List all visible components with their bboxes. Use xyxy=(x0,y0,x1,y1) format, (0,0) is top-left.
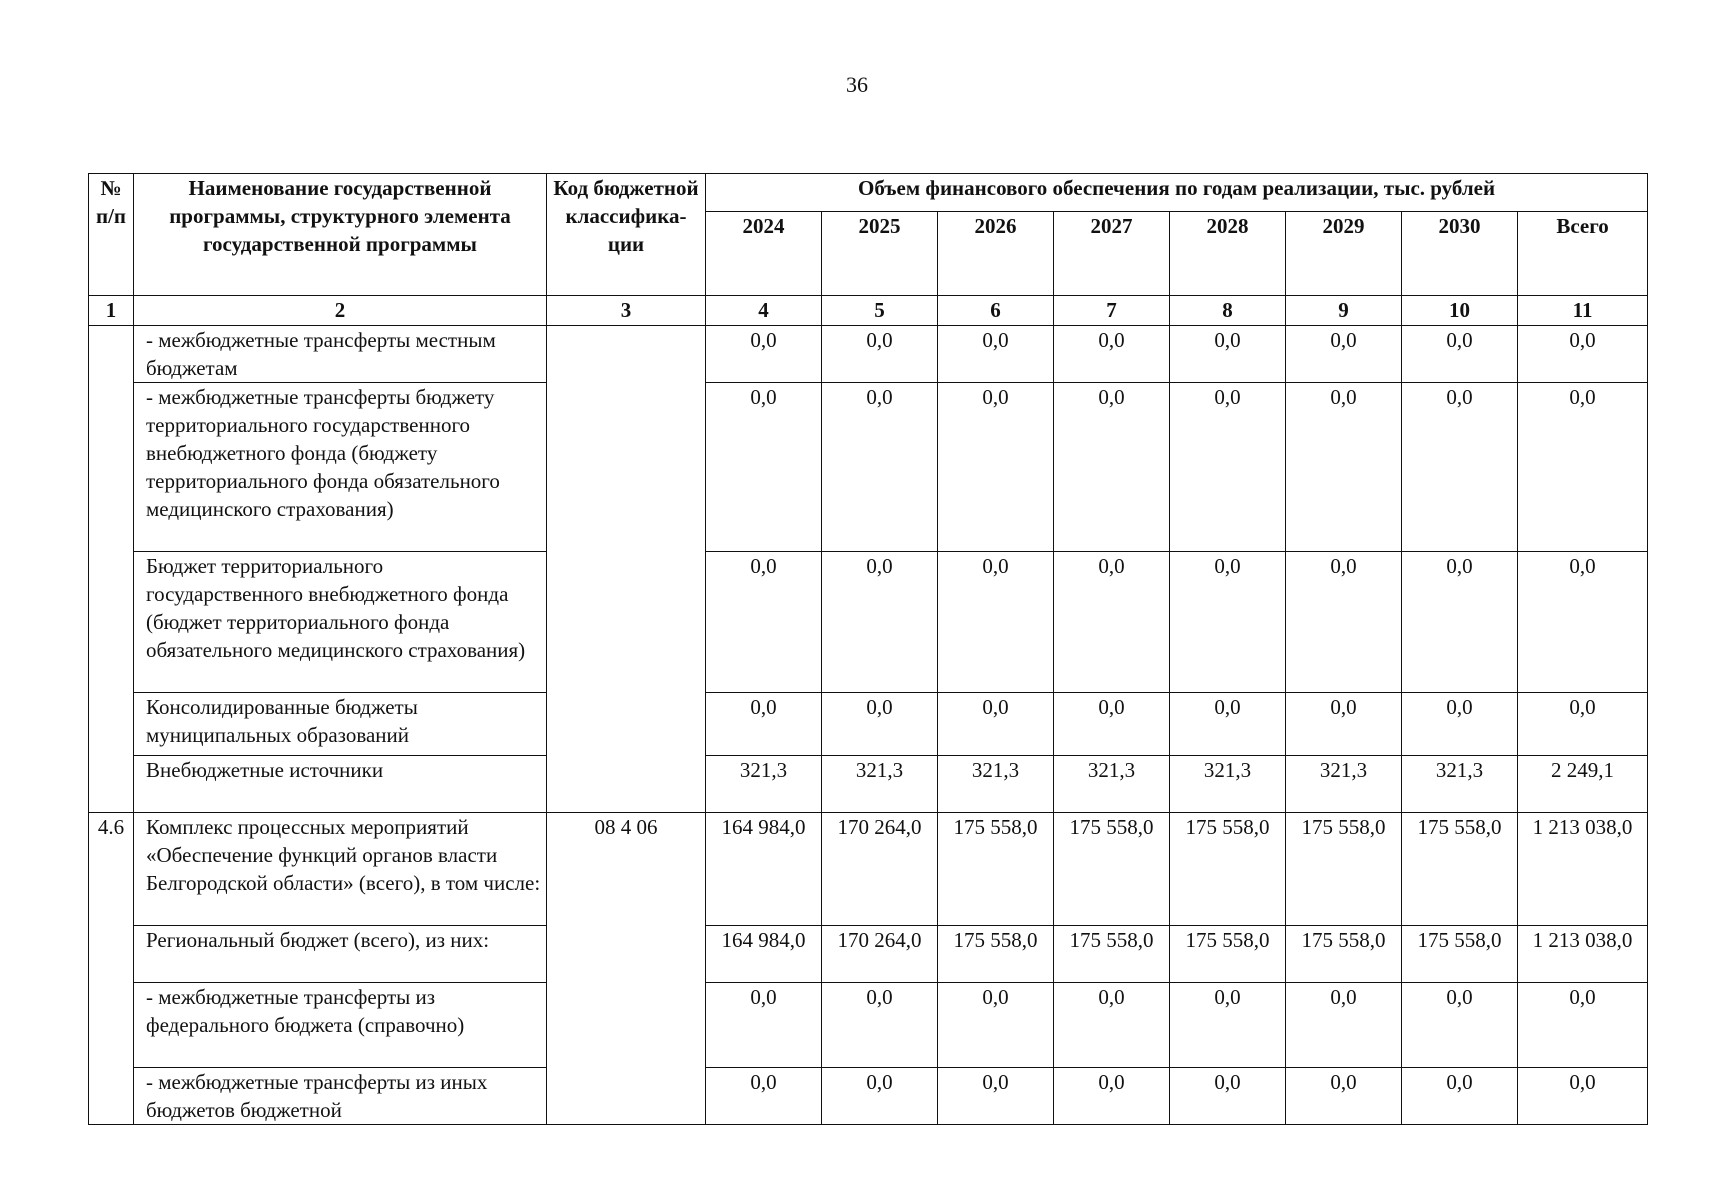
value-cell: 1 213 038,0 xyxy=(1518,813,1648,926)
header-year: 2024 xyxy=(706,212,822,296)
value-cell: 321,3 xyxy=(1170,756,1286,813)
value-cell: 0,0 xyxy=(938,693,1054,756)
value-cell: 0,0 xyxy=(1054,983,1170,1068)
value-cell: 1 213 038,0 xyxy=(1518,926,1648,983)
table-row xyxy=(89,756,1648,813)
value-cell: 0,0 xyxy=(1402,383,1518,552)
value-cell: 0,0 xyxy=(1054,383,1170,552)
column-number: 1 xyxy=(89,296,134,326)
value-cell: 0,0 xyxy=(1170,552,1286,693)
value-cell: 0,0 xyxy=(1402,983,1518,1068)
value-cell: 0,0 xyxy=(1402,326,1518,383)
value-cell: 0,0 xyxy=(1170,326,1286,383)
value-cell: 0,0 xyxy=(822,983,938,1068)
value-cell: 321,3 xyxy=(1054,756,1170,813)
value-cell: 0,0 xyxy=(706,326,822,383)
row-index: 4.6 xyxy=(89,813,134,1125)
value-cell: 175 558,0 xyxy=(938,926,1054,983)
value-cell: 0,0 xyxy=(1286,326,1402,383)
table-row xyxy=(89,926,1648,983)
column-number: 10 xyxy=(1402,296,1518,326)
value-cell: 0,0 xyxy=(706,1068,822,1125)
value-cell: 321,3 xyxy=(938,756,1054,813)
value-cell: 0,0 xyxy=(1518,326,1648,383)
header-number: № п/п xyxy=(89,174,134,296)
value-cell: 0,0 xyxy=(1286,693,1402,756)
value-cell: 0,0 xyxy=(1170,983,1286,1068)
header-code: Код бюджетной классифика-ции xyxy=(547,174,706,296)
column-number: 8 xyxy=(1170,296,1286,326)
value-cell: 0,0 xyxy=(1518,693,1648,756)
value-cell: 175 558,0 xyxy=(1170,813,1286,926)
value-cell: 175 558,0 xyxy=(1054,813,1170,926)
value-cell: 0,0 xyxy=(1518,552,1648,693)
row-name: Бюджет территориального государственного внебюджетного фонда (бюджет территориального фонда обязательного медицинского страхования) xyxy=(134,552,547,693)
value-cell: 0,0 xyxy=(1402,552,1518,693)
value-cell: 0,0 xyxy=(1170,693,1286,756)
page-number: 36 xyxy=(846,72,868,97)
value-cell: 175 558,0 xyxy=(1170,926,1286,983)
value-cell: 2 249,1 xyxy=(1518,756,1648,813)
value-cell: 0,0 xyxy=(706,552,822,693)
value-cell: 321,3 xyxy=(822,756,938,813)
column-number: 5 xyxy=(822,296,938,326)
value-cell: 0,0 xyxy=(822,383,938,552)
column-number: 2 xyxy=(134,296,547,326)
table-row xyxy=(89,813,1648,926)
row-name: - межбюджетные трансферты местным бюджетам xyxy=(134,326,547,383)
value-cell: 0,0 xyxy=(706,983,822,1068)
column-number: 6 xyxy=(938,296,1054,326)
column-number: 9 xyxy=(1286,296,1402,326)
row-name: - межбюджетные трансферты бюджету территориального государственного внебюджетного фонда (бюджету территориального фонда обязательного медицинского страхования) xyxy=(134,383,547,552)
row-name: Региональный бюджет (всего), из них: xyxy=(134,926,547,983)
group-1 xyxy=(89,326,1648,813)
row-name: Консолидированные бюджеты муниципальных образований xyxy=(134,693,547,756)
column-number: 11 xyxy=(1518,296,1648,326)
column-number-row xyxy=(89,296,1648,326)
column-number: 4 xyxy=(706,296,822,326)
column-number: 3 xyxy=(547,296,706,326)
value-cell: 0,0 xyxy=(1402,1068,1518,1125)
value-cell: 175 558,0 xyxy=(1054,926,1170,983)
value-cell: 0,0 xyxy=(938,552,1054,693)
value-cell: 0,0 xyxy=(706,383,822,552)
value-cell: 0,0 xyxy=(1518,1068,1648,1125)
value-cell: 0,0 xyxy=(938,983,1054,1068)
header-year: 2027 xyxy=(1054,212,1170,296)
row-name: Внебюджетные источники xyxy=(134,756,547,813)
value-cell: 0,0 xyxy=(706,693,822,756)
header-year: 2030 xyxy=(1402,212,1518,296)
table-row xyxy=(89,693,1648,756)
value-cell: 0,0 xyxy=(1518,383,1648,552)
value-cell: 0,0 xyxy=(1054,552,1170,693)
value-cell: 321,3 xyxy=(706,756,822,813)
value-cell: 0,0 xyxy=(1170,1068,1286,1125)
table-row xyxy=(89,1068,1648,1125)
value-cell: 0,0 xyxy=(1518,983,1648,1068)
value-cell: 321,3 xyxy=(1286,756,1402,813)
budget-code: 08 4 06 xyxy=(547,813,706,1125)
budget-code xyxy=(547,326,706,813)
value-cell: 170 264,0 xyxy=(822,813,938,926)
value-cell: 0,0 xyxy=(1286,983,1402,1068)
value-cell: 0,0 xyxy=(822,326,938,383)
value-cell: 0,0 xyxy=(822,552,938,693)
value-cell: 0,0 xyxy=(1286,552,1402,693)
financing-table xyxy=(88,173,1648,1125)
value-cell: 0,0 xyxy=(1054,1068,1170,1125)
value-cell: 175 558,0 xyxy=(1286,813,1402,926)
row-name: Комплекс процессных мероприятий «Обеспечение функций органов власти Белгородской области» (всего), в том числе: xyxy=(134,813,547,926)
value-cell: 0,0 xyxy=(938,326,1054,383)
header-year: 2028 xyxy=(1170,212,1286,296)
value-cell: 164 984,0 xyxy=(706,926,822,983)
value-cell: 0,0 xyxy=(822,693,938,756)
value-cell: 164 984,0 xyxy=(706,813,822,926)
table-row xyxy=(89,326,1648,383)
header-name: Наименование государственной программы, структурного элемента государственной программы xyxy=(134,174,547,296)
value-cell: 0,0 xyxy=(822,1068,938,1125)
value-cell: 175 558,0 xyxy=(938,813,1054,926)
group-2 xyxy=(89,813,1648,1125)
table-row xyxy=(89,552,1648,693)
value-cell: 0,0 xyxy=(1402,693,1518,756)
column-number: 7 xyxy=(1054,296,1170,326)
value-cell: 175 558,0 xyxy=(1402,813,1518,926)
row-name: - межбюджетные трансферты из иных бюджетов бюджетной xyxy=(134,1068,547,1125)
value-cell: 0,0 xyxy=(938,383,1054,552)
value-cell: 175 558,0 xyxy=(1402,926,1518,983)
table-row xyxy=(89,383,1648,552)
row-name: - межбюджетные трансферты из федерального бюджета (справочно) xyxy=(134,983,547,1068)
value-cell: 0,0 xyxy=(1286,383,1402,552)
value-cell: 0,0 xyxy=(1054,326,1170,383)
value-cell: 0,0 xyxy=(1054,693,1170,756)
header-total: Всего xyxy=(1518,212,1648,296)
row-index xyxy=(89,326,134,813)
header-year: 2026 xyxy=(938,212,1054,296)
value-cell: 175 558,0 xyxy=(1286,926,1402,983)
header-year: 2025 xyxy=(822,212,938,296)
value-cell: 170 264,0 xyxy=(822,926,938,983)
header-year: 2029 xyxy=(1286,212,1402,296)
table-row xyxy=(89,983,1648,1068)
value-cell: 0,0 xyxy=(1170,383,1286,552)
value-cell: 0,0 xyxy=(938,1068,1054,1125)
value-cell: 321,3 xyxy=(1402,756,1518,813)
header-volume: Объем финансового обеспечения по годам реализации, тыс. рублей xyxy=(706,174,1648,212)
value-cell: 0,0 xyxy=(1286,1068,1402,1125)
